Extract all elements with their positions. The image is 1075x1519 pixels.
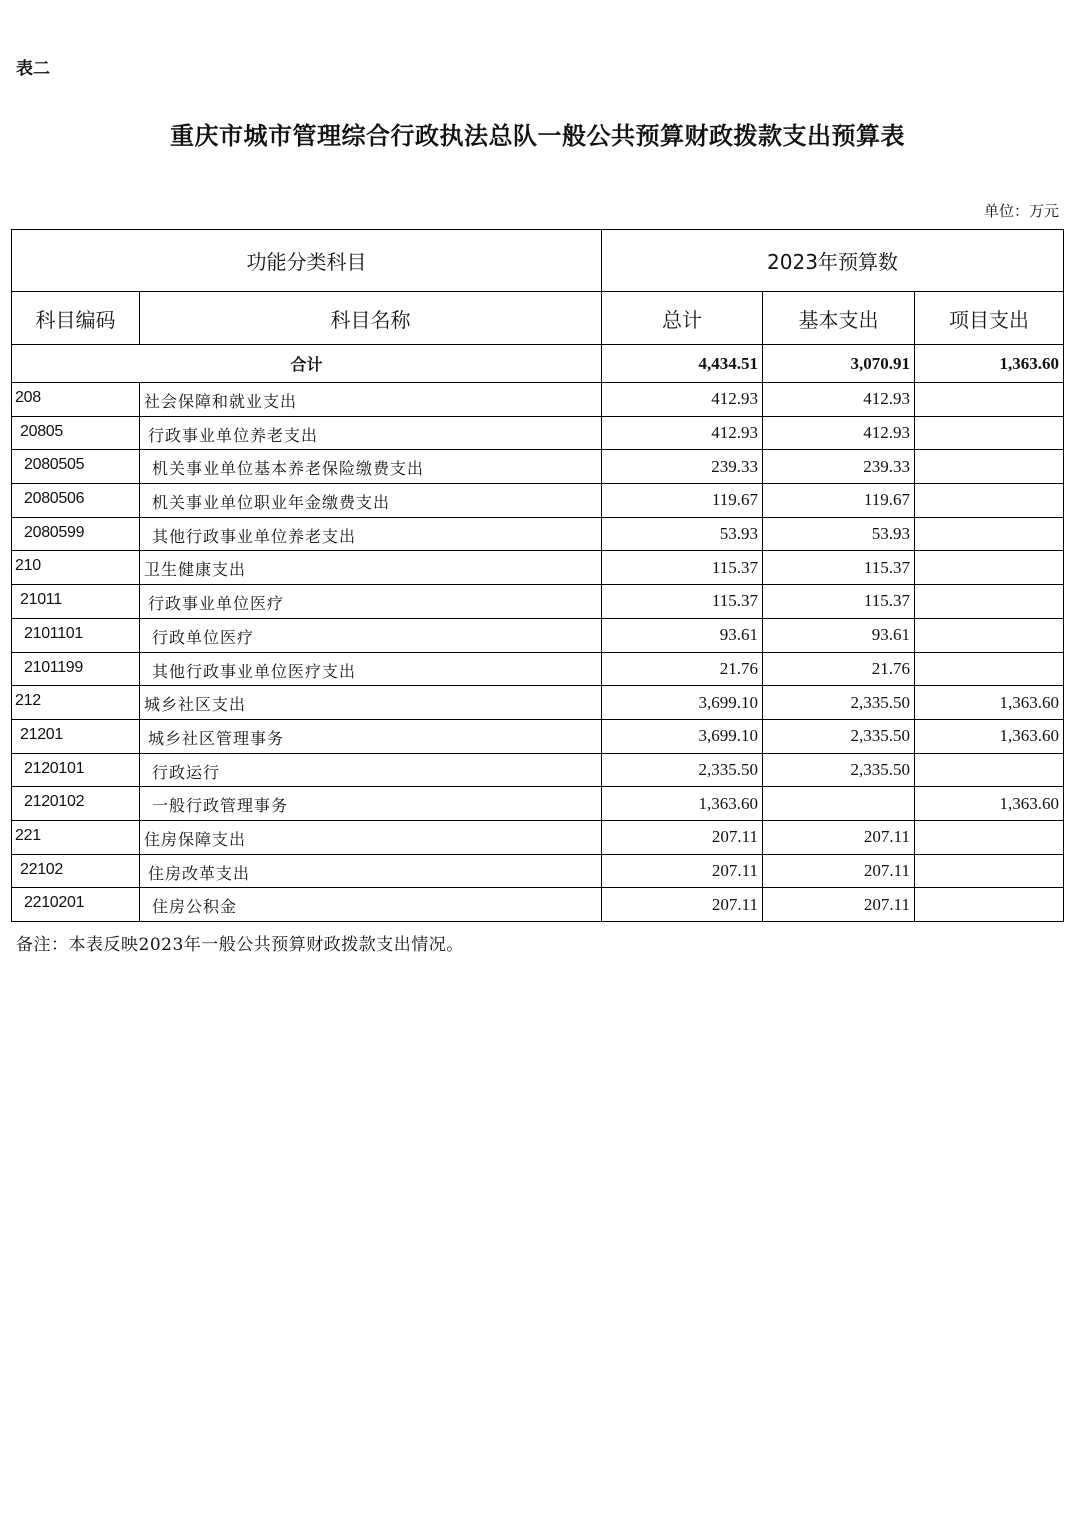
functional-classification-header: 功能分类科目 — [12, 230, 602, 292]
subject-name: 行政单位医疗 — [140, 618, 602, 652]
basic-value: 207.11 — [763, 820, 915, 854]
subject-name: 住房保障支出 — [140, 820, 602, 854]
subject-name: 住房改革支出 — [140, 854, 602, 888]
total-sum: 4,434.51 — [602, 345, 763, 383]
project-value — [915, 517, 1064, 551]
subject-name: 机关事业单位职业年金缴费支出 — [140, 484, 602, 518]
basic-value: 412.93 — [763, 416, 915, 450]
budget-table — [11, 229, 1064, 922]
table-row — [12, 450, 1064, 484]
project-value — [915, 753, 1064, 787]
basic-value: 21.76 — [763, 652, 915, 686]
total-basic: 3,070.91 — [763, 345, 915, 383]
subject-name: 城乡社区管理事务 — [140, 719, 602, 753]
total-value: 412.93 — [602, 416, 763, 450]
total-value: 119.67 — [602, 484, 763, 518]
total-value: 207.11 — [602, 820, 763, 854]
header-row-group — [12, 230, 1064, 292]
subject-code: 21011 — [12, 585, 140, 619]
table-row — [12, 787, 1064, 821]
total-value: 115.37 — [602, 585, 763, 619]
subject-name: 行政事业单位养老支出 — [140, 416, 602, 450]
subject-code: 2120102 — [12, 787, 140, 821]
project-value — [915, 551, 1064, 585]
table-row — [12, 820, 1064, 854]
project-value — [915, 652, 1064, 686]
table-row — [12, 888, 1064, 922]
subject-code: 2101101 — [12, 618, 140, 652]
basic-value — [763, 787, 915, 821]
project-value — [915, 416, 1064, 450]
subject-code: 2101199 — [12, 652, 140, 686]
total-value: 2,335.50 — [602, 753, 763, 787]
subject-name: 城乡社区支出 — [140, 686, 602, 720]
basic-column-header: 基本支出 — [763, 292, 915, 345]
project-value: 1,363.60 — [915, 719, 1064, 753]
project-value — [915, 484, 1064, 518]
basic-value: 2,335.50 — [763, 753, 915, 787]
project-value: 1,363.60 — [915, 787, 1064, 821]
subject-name: 卫生健康支出 — [140, 551, 602, 585]
basic-value: 53.93 — [763, 517, 915, 551]
basic-value: 119.67 — [763, 484, 915, 518]
project-value — [915, 383, 1064, 417]
table-row — [12, 383, 1064, 417]
basic-value: 239.33 — [763, 450, 915, 484]
subject-name: 机关事业单位基本养老保险缴费支出 — [140, 450, 602, 484]
project-value — [915, 450, 1064, 484]
subject-code: 20805 — [12, 416, 140, 450]
table-row — [12, 416, 1064, 450]
project-value — [915, 854, 1064, 888]
basic-value: 207.11 — [763, 888, 915, 922]
table-row — [12, 753, 1064, 787]
project-value: 1,363.60 — [915, 686, 1064, 720]
total-value: 412.93 — [602, 383, 763, 417]
subject-name: 住房公积金 — [140, 888, 602, 922]
basic-value: 93.61 — [763, 618, 915, 652]
table-row — [12, 652, 1064, 686]
subject-name: 一般行政管理事务 — [140, 787, 602, 821]
subject-name: 其他行政事业单位养老支出 — [140, 517, 602, 551]
total-project: 1,363.60 — [915, 345, 1064, 383]
name-column-header: 科目名称 — [140, 292, 602, 345]
subject-name: 社会保障和就业支出 — [140, 383, 602, 417]
footnote: 备注：本表反映2023年一般公共预算财政拨款支出情况。 — [16, 935, 464, 955]
subject-code: 208 — [12, 383, 140, 417]
subject-code: 2080506 — [12, 484, 140, 518]
subject-code: 210 — [12, 551, 140, 585]
basic-value: 2,335.50 — [763, 686, 915, 720]
total-value: 53.93 — [602, 517, 763, 551]
total-value: 207.11 — [602, 888, 763, 922]
table-row — [12, 618, 1064, 652]
subject-code: 2210201 — [12, 888, 140, 922]
basic-value: 115.37 — [763, 551, 915, 585]
subject-code: 221 — [12, 820, 140, 854]
code-column-header: 科目编码 — [12, 292, 140, 345]
basic-value: 207.11 — [763, 854, 915, 888]
subject-name: 行政运行 — [140, 753, 602, 787]
total-value: 239.33 — [602, 450, 763, 484]
project-value — [915, 820, 1064, 854]
basic-value: 2,335.50 — [763, 719, 915, 753]
project-value — [915, 585, 1064, 619]
table-row — [12, 854, 1064, 888]
project-value — [915, 618, 1064, 652]
total-value: 21.76 — [602, 652, 763, 686]
table-row — [12, 686, 1064, 720]
total-value: 93.61 — [602, 618, 763, 652]
total-value: 1,363.60 — [602, 787, 763, 821]
total-value: 3,699.10 — [602, 719, 763, 753]
subject-code: 22102 — [12, 854, 140, 888]
table-row — [12, 484, 1064, 518]
project-value — [915, 888, 1064, 922]
unit-label: 单位：万元 — [983, 202, 1059, 220]
header-row-columns — [12, 292, 1064, 345]
basic-value: 115.37 — [763, 585, 915, 619]
total-row — [12, 345, 1064, 383]
subject-code: 2080505 — [12, 450, 140, 484]
table-row — [12, 517, 1064, 551]
total-value: 3,699.10 — [602, 686, 763, 720]
table-number: 表二 — [16, 59, 50, 79]
subject-code: 2120101 — [12, 753, 140, 787]
table-row — [12, 551, 1064, 585]
table-row — [12, 719, 1064, 753]
total-column-header: 总计 — [602, 292, 763, 345]
total-label: 合计 — [12, 345, 602, 383]
table-row — [12, 585, 1064, 619]
budget-2023-header: 2023年预算数 — [602, 230, 1064, 292]
project-column-header: 项目支出 — [915, 292, 1064, 345]
total-value: 207.11 — [602, 854, 763, 888]
basic-value: 412.93 — [763, 383, 915, 417]
subject-code: 21201 — [12, 719, 140, 753]
subject-code: 2080599 — [12, 517, 140, 551]
document-title: 重庆市城市管理综合行政执法总队一般公共预算财政拨款支出预算表 — [170, 121, 905, 150]
total-value: 115.37 — [602, 551, 763, 585]
subject-code: 212 — [12, 686, 140, 720]
subject-name: 行政事业单位医疗 — [140, 585, 602, 619]
subject-name: 其他行政事业单位医疗支出 — [140, 652, 602, 686]
